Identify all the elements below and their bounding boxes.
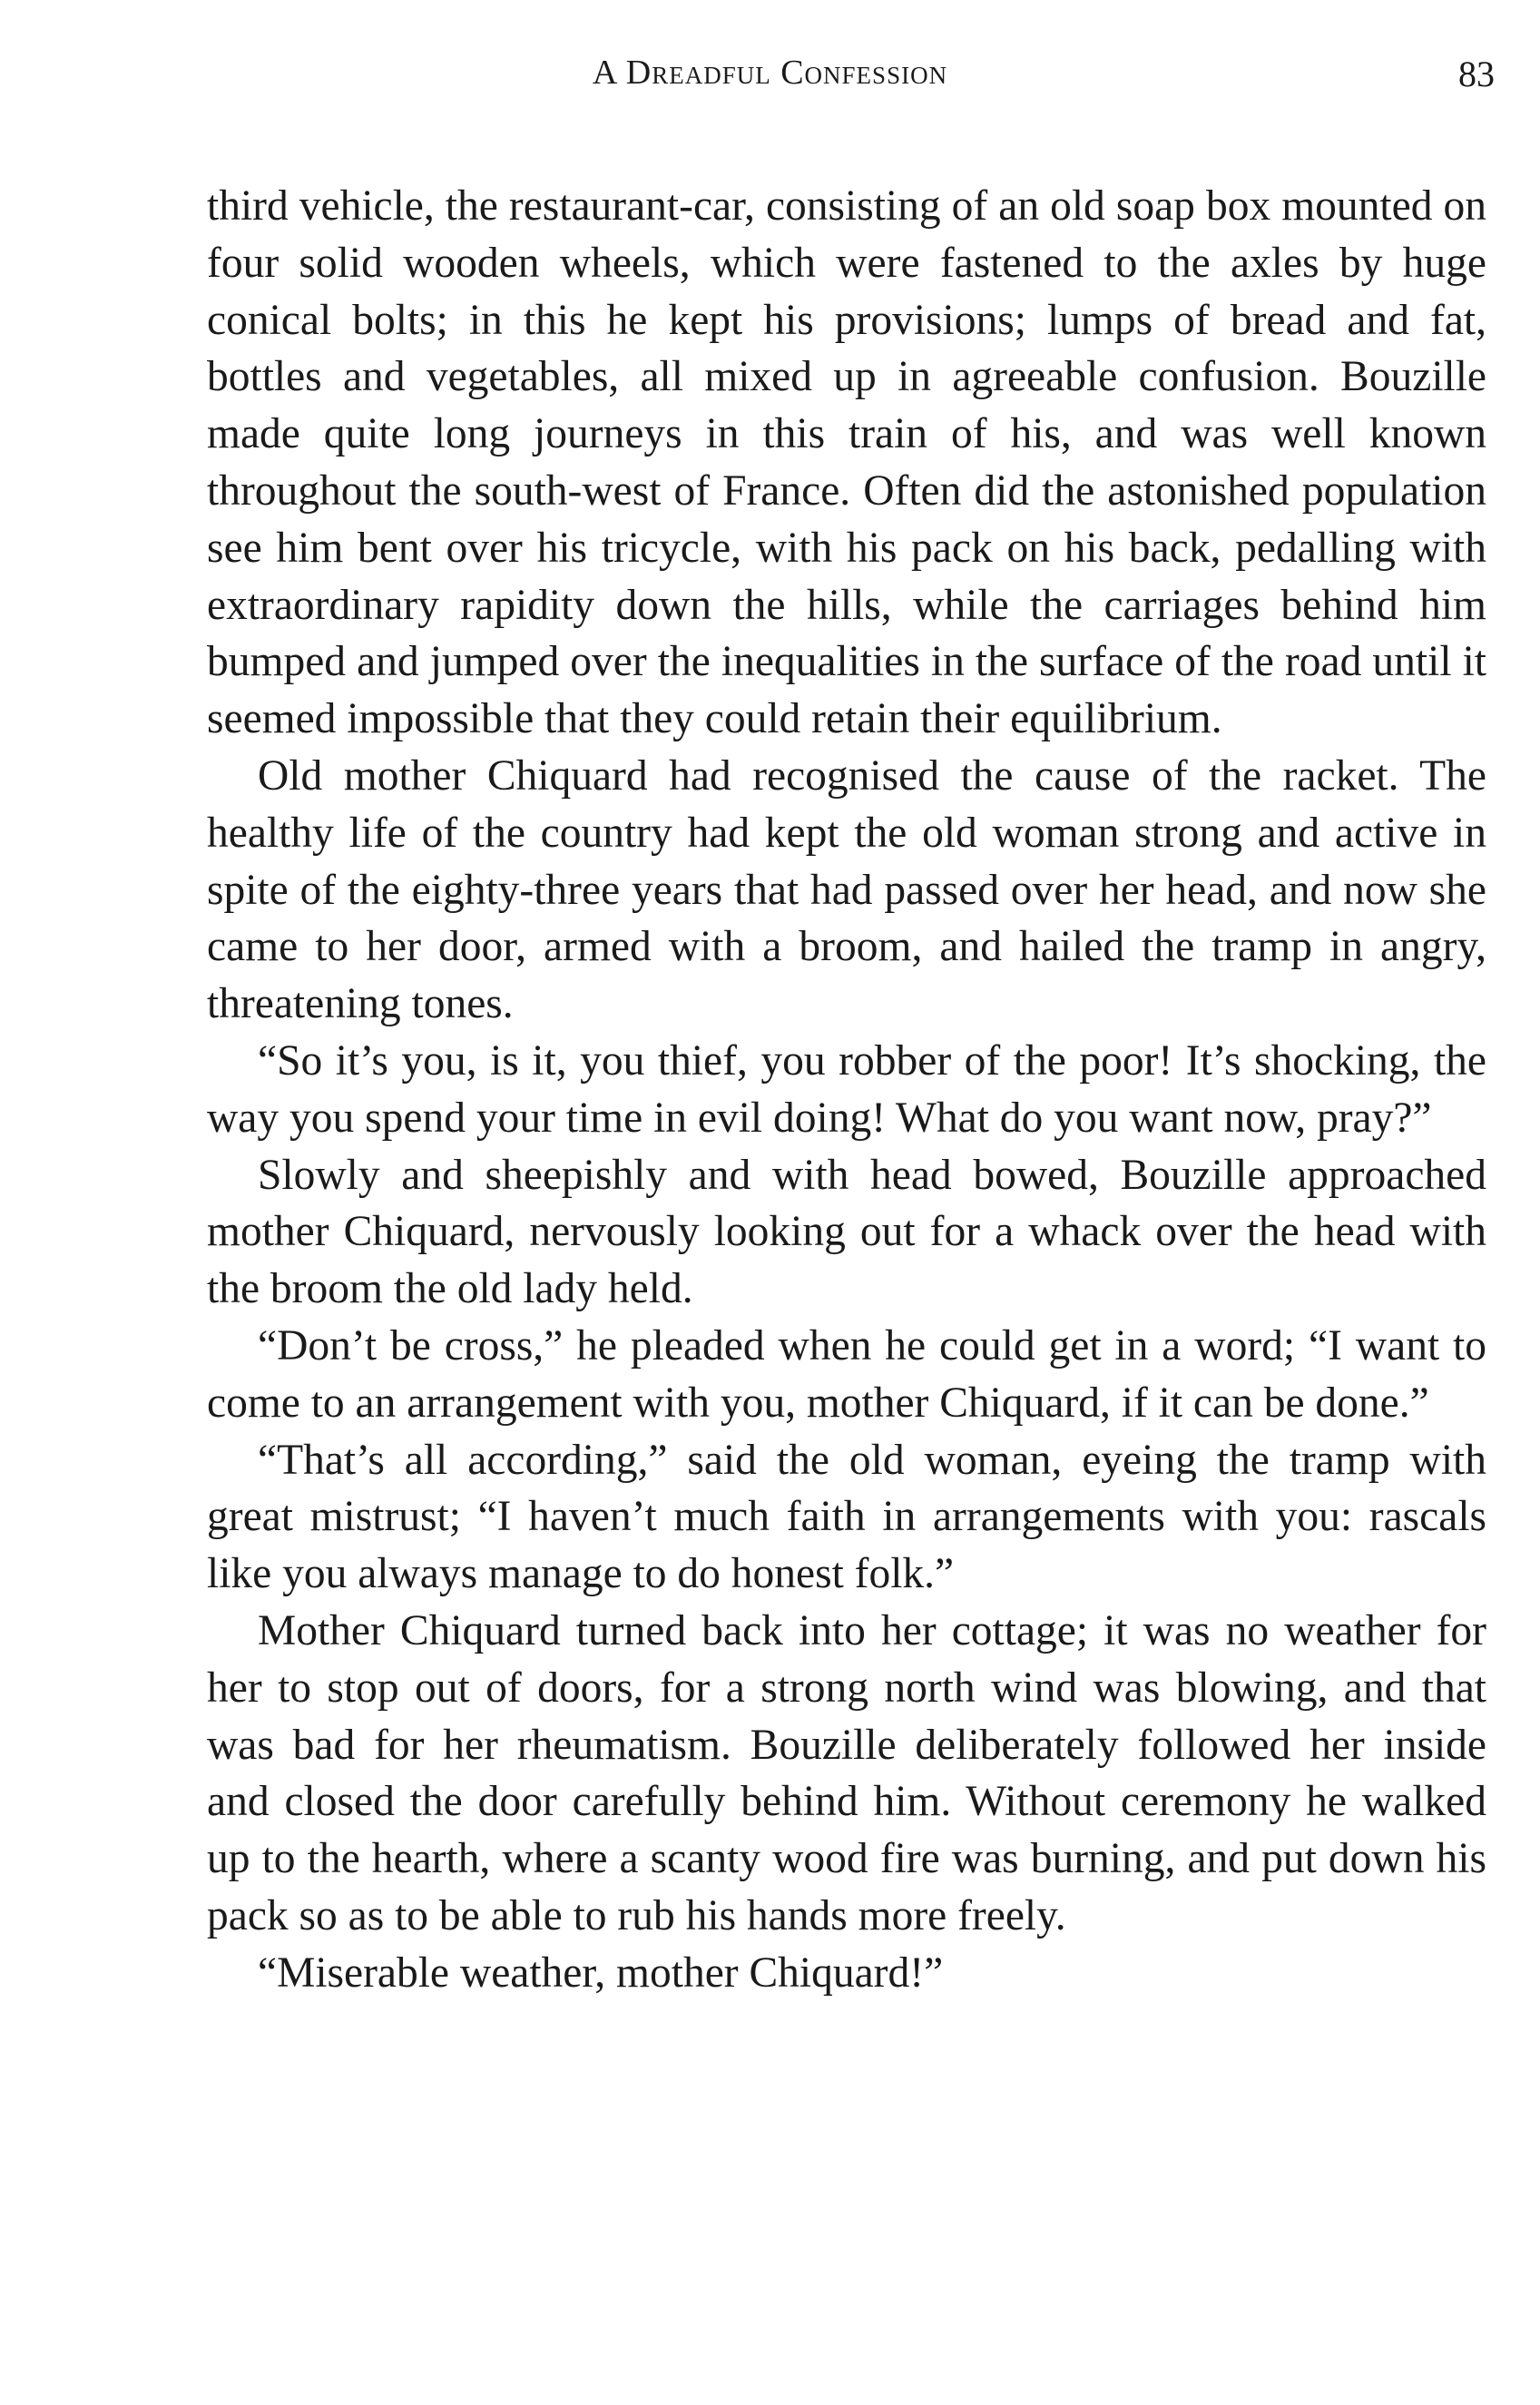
paragraph-7: Mother Chiquard turned back into her cottage; it was no weather for her to stop out of doors, for a strong north wind was blowing, and that was bad for her rheumatism. Bouzille deliberately followed her inside and closed the door carefully behind him. Without ceremony he walked up to the hearth, where a scanty wood fire was burning, and put down his pack so as to be able to rub his hands more freely. — [207, 1606, 1486, 1939]
paragraph-2: Old mother Chiquard had recognised the cause of the racket. The healthy life of the country had kept the old woman strong and active in spite of the eighty-three years that had passed over her head, and now she came to her door, armed with a broom, and hailed the tramp in angry, threatening tones. — [207, 751, 1486, 1028]
paragraph-3: “So it’s you, is it, you thief, you robber of the poor! It’s shocking, the way you spend your time in evil doing! What do you want now, pray?” — [207, 1036, 1486, 1142]
running-head — [0, 53, 1540, 107]
running-title: A Dreadful Confession — [592, 54, 948, 92]
paragraph-5: “Don’t be cross,” he pleaded when he could get in a word; “I want to come to an arrangement with you, mother Chiquard, if it can be done.” — [207, 1321, 1486, 1427]
paragraph-6: “That’s all according,” said the old woman, eyeing the tramp with great mistrust; “I haven’t much faith in arrangements with you: rascals like you always manage to do honest folk.” — [207, 1436, 1486, 1598]
paragraph-8: “Miserable weather, mother Chiquard!” — [258, 1949, 944, 1997]
paragraph-4: Slowly and sheepishly and with head bowed, Bouzille approached mother Chiquard, nervously looking out for a whack over the head with the broom the old lady held. — [207, 1151, 1486, 1313]
page-number: 83 — [1458, 54, 1495, 94]
paragraph-1: third vehicle, the restaurant-car, consisting of an old soap box mounted on four solid wooden wheels, which were fastened to the axles by huge conical bolts; in this he kept his provisions; lumps of bread and fat, bottles and vegetables, all mixed up in agreeable confusion. Bouzille made quite long journeys in this train of his, and was well known throughout the south-west of France. Often did the astonished population see him bent over his tricycle, with his pack on his back, pedalling with extraordinary rapidity down the hills, while the carriages behind him bumped and jumped over the inequalities in the surface of the road until it seemed impossible that they could retain their equilibrium. — [207, 182, 1486, 743]
body-text — [207, 178, 1486, 2002]
